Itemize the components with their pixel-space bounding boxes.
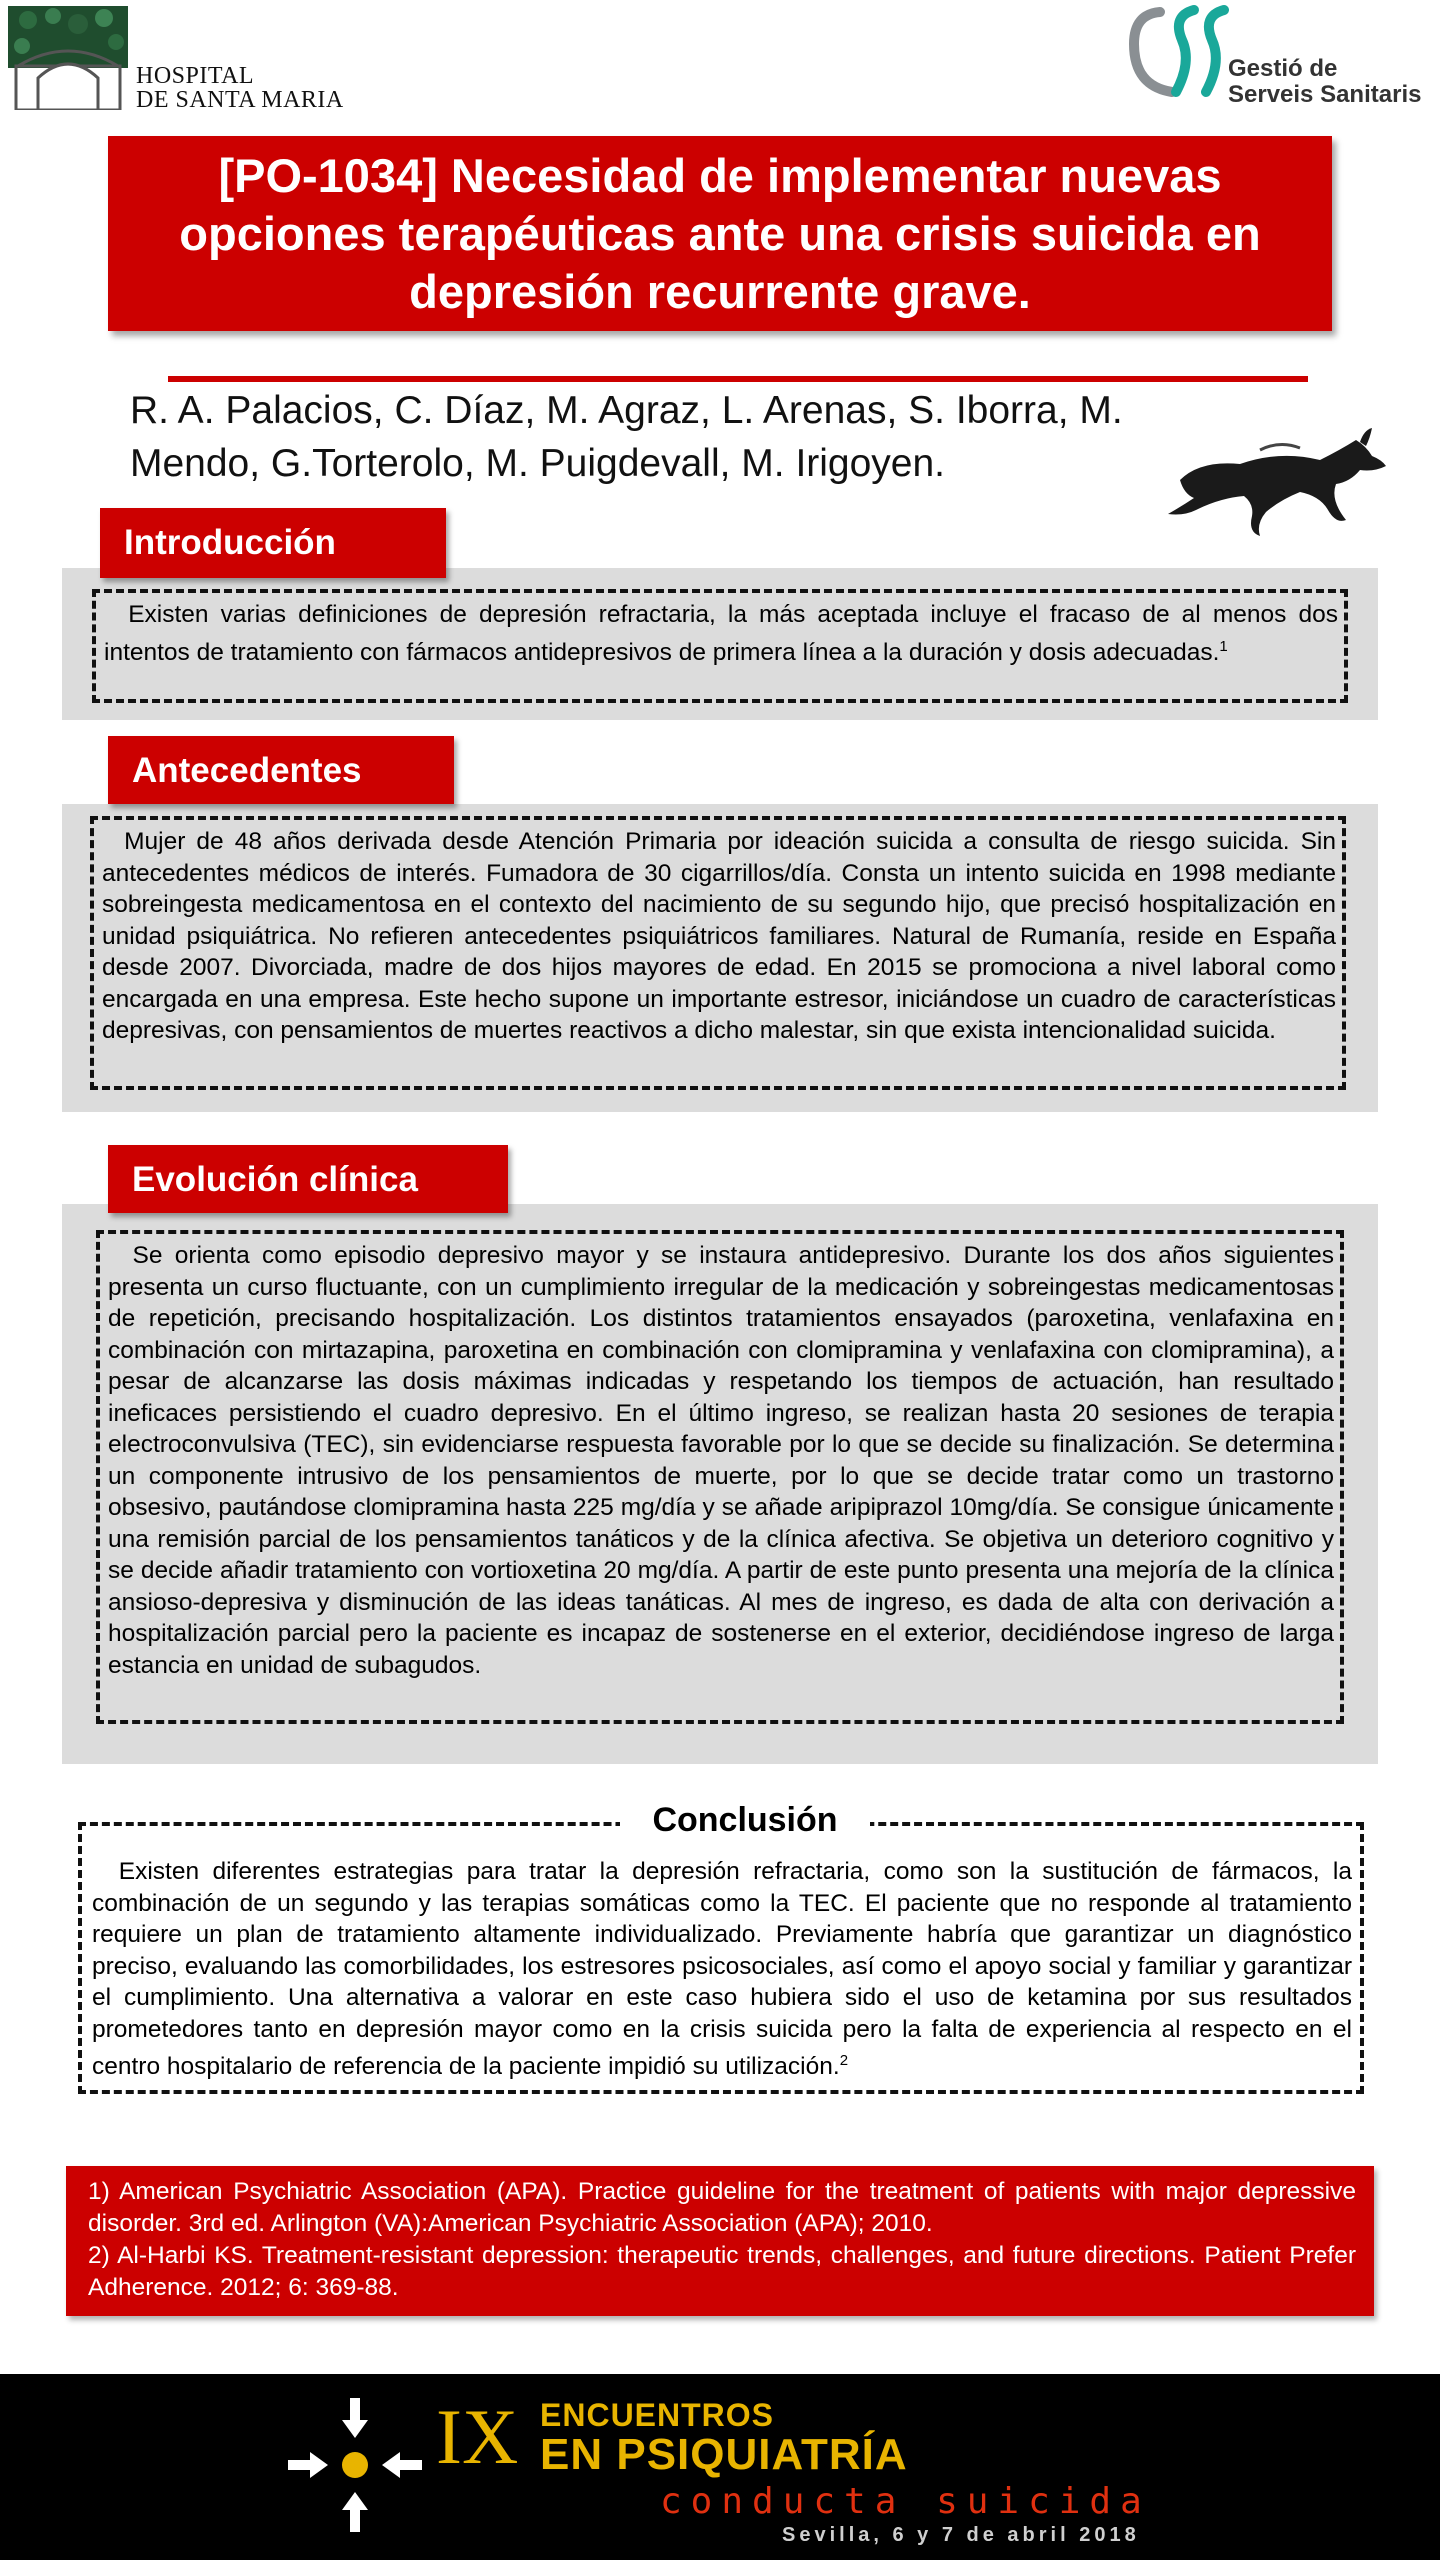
references-box: [66, 2166, 1374, 2316]
antecedentes-text: Mujer de 48 años derivada desde Atención Primaria por ideación suicida a consulta de riesgo suicida. Sin antecedentes médicos de interés. Fumadora de 30 cigarrillos/día. Consta un intento suicida en 1998 mediante sobreingesta medicamentosa en el contexto del nacimiento de su segundo hijo, que precisó hospitalización en unidad psiquiátrica. No refieren antecedentes psiquiátricos familiares. Natural de Rumanía, reside en España desde 2007. Divorciada, madre de dos hijos mayores de edad. En 2015 se promociona a nivel laboral como encargada en una empresa. Este hecho supone un importante estresor, iniciándose un cuadro de características depresivas, con pensamientos de muertes reactivos a dicho malestar, sin que exista intencionalidad suicida.: [102, 828, 1336, 1044]
footer-event-line1: ENCUENTROS: [540, 2397, 775, 2433]
footer-event-date: Sevilla, 6 y 7 de abril 2018: [782, 2524, 1140, 2546]
title-divider: [168, 376, 1308, 382]
conclusion-reference-mark: 2: [839, 2052, 849, 2069]
footer-event-theme: conducta suicida: [660, 2481, 1151, 2522]
footer-banner: [0, 2374, 1440, 2560]
conclusion-text: Existen diferentes estrategias para tratar la depresión refractaria, como son la sustitución de fármacos, la combinación de un segundo y las terapias somáticas como la TEC. El paciente que no responde al tratamiento requiere un plan de tratamiento altamente individualizado. Previamente habría que garantizar un diagnóstico preciso, evaluando las comorbilidades, los estresores psicosociales, así como el apoyo social y familiar y garantizar el cumplimiento. Una alternativa a valorar en este caso hubiera sido el uso de ketamina por sus resultados prometedores tanto en depresión mayor como en la crisis suicida pero la falta de experiencia al respecto en el centro hospitalario de referencia de la paciente impidió su utilización.: [92, 1858, 1352, 2081]
hospital-name-line1: HOSPITAL: [136, 63, 255, 89]
conclusion-text-box: [78, 1822, 1364, 2094]
gss-name-line2: Serveis Sanitaris: [1228, 81, 1422, 108]
poster-authors: R. A. Palacios, C. Díaz, M. Agraz, L. Arenas, S. Iborra, M. Mendo, G.Torterolo, M. Puigdevall, M. Irigoyen.: [130, 389, 1123, 485]
antecedentes-text-box: [90, 816, 1346, 1090]
footer-event-line2: EN PSIQUIATRÍA: [540, 2430, 908, 2479]
hospital-name: [136, 64, 344, 112]
intro-text-box: [92, 589, 1348, 703]
hospital-name-line2: DE SANTA MARIA: [136, 87, 344, 113]
intro-reference-mark: 1: [1219, 637, 1228, 655]
dog-illustration-icon: [1160, 420, 1390, 540]
evolucion-text: Se orienta como episodio depresivo mayor y se instaura antidepresivo. Durante los dos años siguientes presenta un curso fluctuante, con un cumplimiento irregular de la medicación y sobreingestas medicamentosas de repetición, precisando hospitalización. Los distintos tratamientos ensayados (paroxetina, venlafaxina en combinación con mirtazapina, paroxetina en combinación con clomipramina y venlafaxina con clomipramina), a pesar de alcanzarse las dosis máximas indicadas y respetando los tiempos de actuación, han resultado ineficaces persistiendo el cuadro depresivo. En el último ingreso, se realizan hasta 20 sesiones de terapia electroconvulsiva (TEC), sin evidenciarse respuesta favorable por lo que se decide su finalización. Se determina un componente intrusivo de los pensamientos de muerte, por lo que se decide tratar como un trastorno obsesivo, pautándose clomipramina hasta 225 mg/día y se añade aripiprazol 10mg/día. Se consigue únicamente una remisión parcial de los pensamientos tanáticos y de la clínica afectiva. Se objetiva un deterioro cognitivo y se decide añadir tratamiento con vortioxetina 20 mg/día. A partir de este punto presenta una mejoría de la clínica ansioso-depresiva y disminución de las ideas tanáticas. Al mes de ingreso, es dada de alta con derivación a hospitalización parcial pero la paciente es incapaz de sostenerse en el exterior, decidiéndose ingreso de larga estancia en unidad de subagudos.: [108, 1242, 1334, 1679]
compass-arrows-icon: [280, 2390, 430, 2540]
footer-edition-number: IX: [436, 2393, 519, 2480]
gss-mark-icon: [1120, 0, 1230, 110]
hospital-logo: [8, 6, 368, 116]
evolucion-heading: Evolución clínica: [108, 1145, 508, 1213]
hospital-emblem-icon: [8, 6, 128, 110]
gss-name: [1228, 56, 1421, 108]
conclusion-heading: Conclusión: [620, 1798, 870, 1842]
antecedentes-heading: Antecedentes: [108, 736, 454, 804]
poster-title-box: [108, 136, 1332, 331]
poster-title: [PO-1034] Necesidad de implementar nuevas opciones terapéuticas ante una crisis suicida en depresión recurrente grave.: [179, 148, 1261, 318]
evolucion-text-box: [96, 1230, 1344, 1724]
gss-logo: [1120, 0, 1440, 110]
intro-heading: Introducción: [100, 508, 446, 578]
gss-name-line1: Gestió de: [1228, 55, 1338, 82]
reference-item-1: 1) American Psychiatric Association (APA). Practice guideline for the treatment of patients with major depressive disorder. 3rd ed. Arlington (VA):American Psychiatric Association (APA); 2010.: [88, 2178, 1356, 2237]
intro-text: Existen varias definiciones de depresión refractaria, la más aceptada incluye el fracaso de al menos dos intentos de tratamiento con fármacos antidepresivos de primera línea a la duración y dosis adecuadas.: [104, 601, 1338, 666]
reference-item-2: 2) Al-Harbi KS. Treatment-resistant depression: therapeutic trends, challenges, and future directions. Patient Prefer Adherence. 2012; 6: 369-88.: [88, 2242, 1356, 2301]
